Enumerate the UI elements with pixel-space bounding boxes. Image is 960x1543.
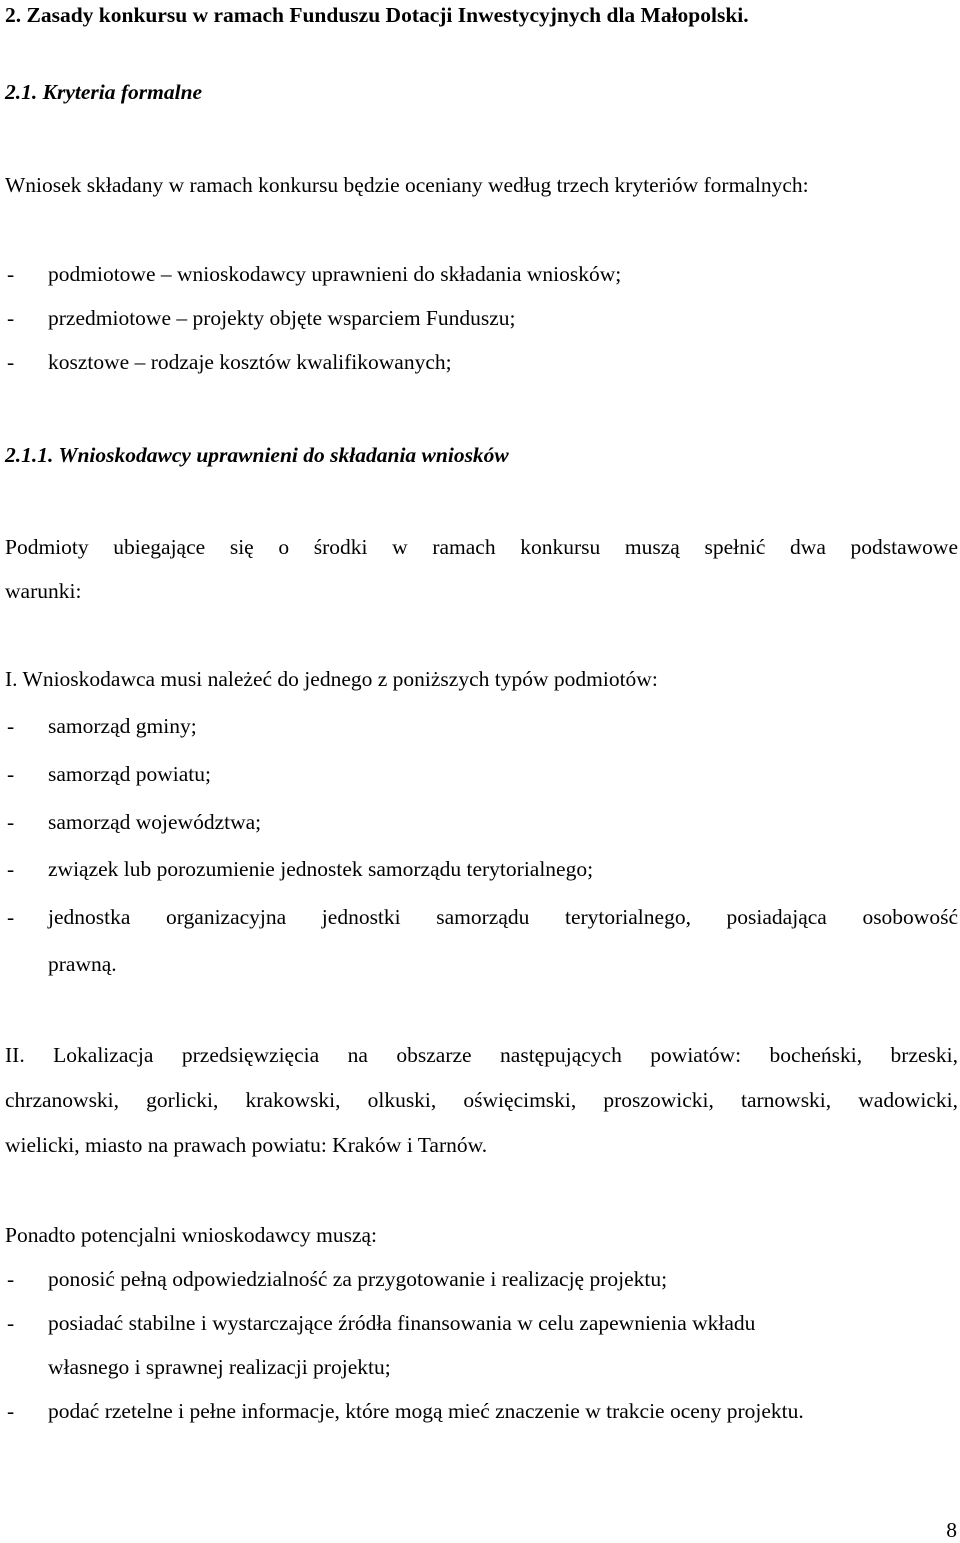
paragraph-line: warunki: <box>5 579 82 603</box>
subsubsection-title: 2.1.1. Wnioskodawcy uprawnieni do składania wniosków <box>5 443 509 467</box>
list-item-text: kosztowe – rodzaje kosztów kwalifikowanych; <box>48 350 452 374</box>
page-number: 8 <box>946 1518 957 1542</box>
list-item <box>7 714 197 739</box>
list-item <box>7 762 211 787</box>
list-item <box>7 1267 667 1292</box>
list-dash: - <box>7 1311 15 1335</box>
intro-text: Wniosek składany w ramach konkursu będzie oceniany według trzech kryteriów formalnych: <box>5 173 809 197</box>
list-item-text: przedmiotowe – projekty objęte wsparciem Funduszu; <box>48 306 516 330</box>
obligations-intro: Ponadto potencjalni wnioskodawcy muszą: <box>5 1223 377 1247</box>
list-item <box>7 905 958 930</box>
list-dash: - <box>7 350 15 374</box>
list-dash: - <box>7 810 15 834</box>
list-item <box>7 262 621 287</box>
list-item <box>7 1311 755 1336</box>
list-item-continuation: prawną. <box>48 952 117 976</box>
list-dash: - <box>7 262 15 286</box>
paragraph-line: chrzanowski, gorlicki, krakowski, olkuski, oświęcimski, proszowicki, tarnowski, wadowicki, <box>5 1088 958 1112</box>
paragraph-line: Podmioty ubiegające się o środki w ramach konkursu muszą spełnić dwa podstawowe <box>5 535 958 559</box>
list-item-text: posiadać stabilne i wystarczające źródła finansowania w celu zapewnienia wkładu <box>48 1311 756 1335</box>
list-item <box>7 857 593 882</box>
list-dash: - <box>7 1399 15 1423</box>
list-dash: - <box>7 762 15 786</box>
section-title: 2. Zasady konkursu w ramach Funduszu Dotacji Inwestycyjnych dla Małopolski. <box>5 3 749 27</box>
list-dash: - <box>7 857 15 881</box>
list-item-text: podać rzetelne i pełne informacje, które mogą mieć znaczenie w trakcie oceny projektu. <box>48 1399 804 1423</box>
paragraph-line: II. Lokalizacja przedsięwzięcia na obszarze następujących powiatów: bocheński, brzeski, <box>5 1043 958 1067</box>
list-item-text: samorząd gminy; <box>48 714 197 738</box>
list-item-text: jednostka organizacyjna jednostki samorządu terytorialnego, posiadająca osobowość <box>48 905 958 929</box>
list-dash: - <box>7 905 15 929</box>
list-item-text: samorząd województwa; <box>48 810 262 834</box>
list-item <box>7 306 516 331</box>
list-dash: - <box>7 714 15 738</box>
list-item-continuation: własnego i sprawnej realizacji projektu; <box>48 1355 391 1379</box>
list-item <box>7 1399 804 1424</box>
list-item-text: ponosić pełną odpowiedzialność za przygotowanie i realizację projektu; <box>48 1267 668 1291</box>
list-item <box>7 350 452 375</box>
list-dash: - <box>7 1267 15 1291</box>
condition-one-intro: I. Wnioskodawca musi należeć do jednego z poniższych typów podmiotów: <box>5 667 658 691</box>
subsection-title: 2.1. Kryteria formalne <box>5 80 203 104</box>
list-item-text: samorząd powiatu; <box>48 762 211 786</box>
list-item-text: podmiotowe – wnioskodawcy uprawnieni do składania wniosków; <box>48 262 622 286</box>
paragraph-line: wielicki, miasto na prawach powiatu: Kraków i Tarnów. <box>5 1133 488 1157</box>
list-dash: - <box>7 306 15 330</box>
list-item <box>7 810 261 835</box>
list-item-text: związek lub porozumienie jednostek samorządu terytorialnego; <box>48 857 594 881</box>
